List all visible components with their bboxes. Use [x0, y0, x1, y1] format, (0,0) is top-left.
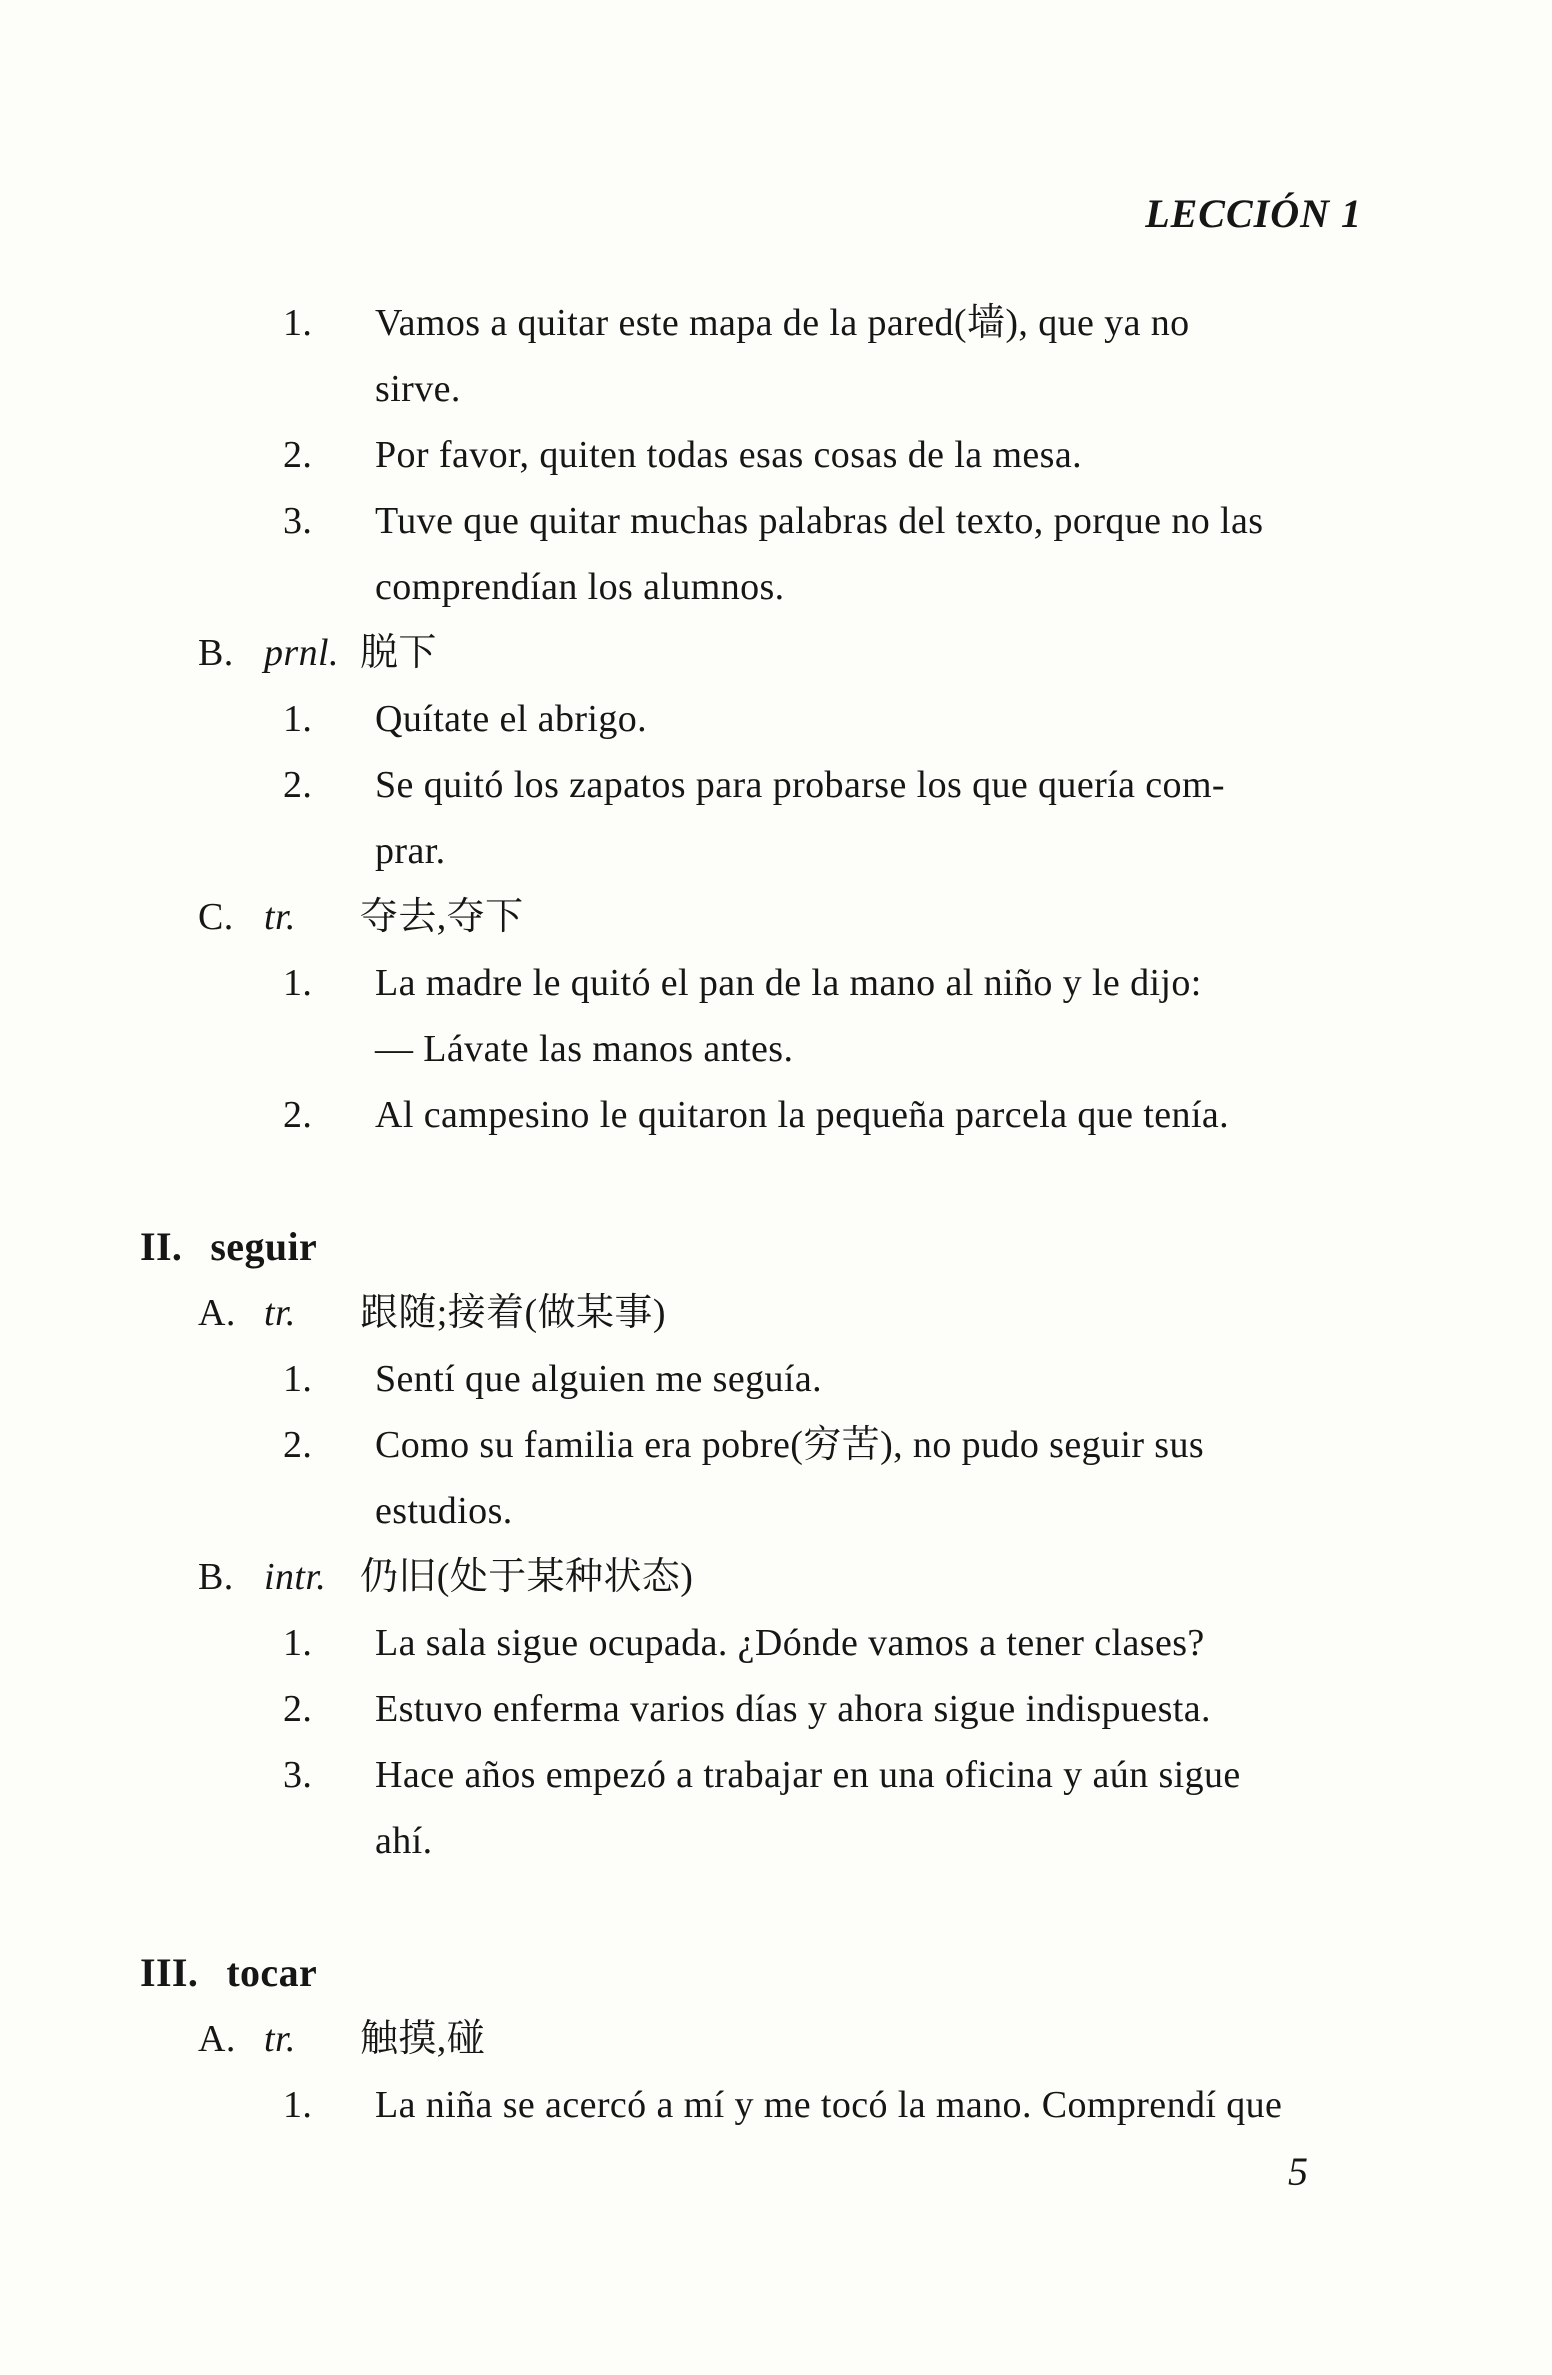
chinese-gloss: 脱下 [360, 632, 437, 674]
sub-heading [0, 2006, 1552, 2072]
grammar-abbr: prnl. [264, 632, 339, 674]
item-text: La niña se acercó a mí y me tocó la mano. Comprendí que [375, 2084, 1283, 2126]
page-number: 5 [1288, 2149, 1308, 2194]
grammar-abbr: tr. [264, 1292, 296, 1334]
list-item [0, 752, 1552, 884]
section-marker: II. [140, 1224, 183, 1269]
sub-heading [0, 1280, 1552, 1346]
item-marker: 2. [283, 1094, 313, 1136]
item-text: Como su familia era pobre(穷苦), no pudo seguir sus [375, 1424, 1205, 1466]
chinese-gloss: 仍旧(处于某种状态) [360, 1556, 694, 1598]
item-marker: B. [198, 1556, 234, 1598]
list-item [0, 686, 1552, 752]
item-text: Sentí que alguien me seguía. [375, 1358, 823, 1400]
chinese-gloss: 触摸,碰 [360, 2018, 486, 2060]
grammar-abbr: intr. [264, 1556, 327, 1598]
item-marker: 1. [283, 2084, 313, 2126]
grammar-abbr: tr. [264, 2018, 296, 2060]
list-item [0, 422, 1552, 488]
list-item [0, 1412, 1552, 1544]
item-marker: 1. [283, 302, 313, 344]
item-marker: B. [198, 632, 234, 674]
item-text: Se quitó los zapatos para probarse los que quería com- [375, 764, 1225, 806]
item-text: sirve. [375, 368, 461, 410]
list-item [0, 488, 1552, 620]
section-title: seguir [210, 1224, 318, 1269]
item-text: estudios. [375, 1490, 513, 1532]
item-text: Tuve que quitar muchas palabras del texto, porque no las [375, 500, 1264, 542]
list-item [0, 1742, 1552, 1874]
item-marker: C. [198, 896, 234, 938]
list-item [0, 2072, 1552, 2138]
item-marker: 2. [283, 764, 313, 806]
grammar-abbr: tr. [264, 896, 296, 938]
item-text: — Lávate las manos antes. [375, 1028, 794, 1070]
item-marker: 2. [283, 434, 313, 476]
sub-heading [0, 884, 1552, 950]
item-text: Vamos a quitar este mapa de la pared(墙), que ya no [375, 302, 1190, 344]
sub-heading [0, 620, 1552, 686]
item-text: La madre le quitó el pan de la mano al niño y le dijo: [375, 962, 1202, 1004]
item-marker: 3. [283, 1754, 313, 1796]
item-text: Quítate el abrigo. [375, 698, 648, 740]
chinese-gloss: 跟随;接着(做某事) [360, 1292, 666, 1334]
item-marker: 1. [283, 1358, 313, 1400]
item-text: Al campesino le quitaron la pequeña parcela que tenía. [375, 1094, 1230, 1136]
item-marker: 1. [283, 1622, 313, 1664]
item-text: Estuvo enferma varios días y ahora sigue indispuesta. [375, 1688, 1211, 1730]
item-marker: 1. [283, 698, 313, 740]
list-item [0, 1346, 1552, 1412]
item-marker: 3. [283, 500, 313, 542]
item-text: prar. [375, 830, 446, 872]
item-text: ahí. [375, 1820, 433, 1862]
list-item [0, 1676, 1552, 1742]
item-text: comprendían los alumnos. [375, 566, 785, 608]
item-marker: 2. [283, 1424, 313, 1466]
item-marker: 2. [283, 1688, 313, 1730]
section-title: tocar [226, 1950, 318, 1995]
item-text: Por favor, quiten todas esas cosas de la mesa. [375, 434, 1083, 476]
item-marker: 1. [283, 962, 313, 1004]
page-content [0, 290, 1552, 2138]
page-header: LECCIÓN 1 [1145, 191, 1362, 236]
section-heading [0, 1940, 1552, 2006]
item-text: La sala sigue ocupada. ¿Dónde vamos a tener clases? [375, 1622, 1205, 1664]
item-marker: A. [198, 2018, 236, 2060]
section-marker: III. [140, 1950, 199, 1995]
list-item [0, 950, 1552, 1082]
sub-heading [0, 1544, 1552, 1610]
item-text: Hace años empezó a trabajar en una oficina y aún sigue [375, 1754, 1241, 1796]
section-heading [0, 1214, 1552, 1280]
item-marker: A. [198, 1292, 236, 1334]
list-item [0, 290, 1552, 422]
chinese-gloss: 夺去,夺下 [360, 896, 524, 938]
list-item [0, 1610, 1552, 1676]
list-item [0, 1082, 1552, 1148]
